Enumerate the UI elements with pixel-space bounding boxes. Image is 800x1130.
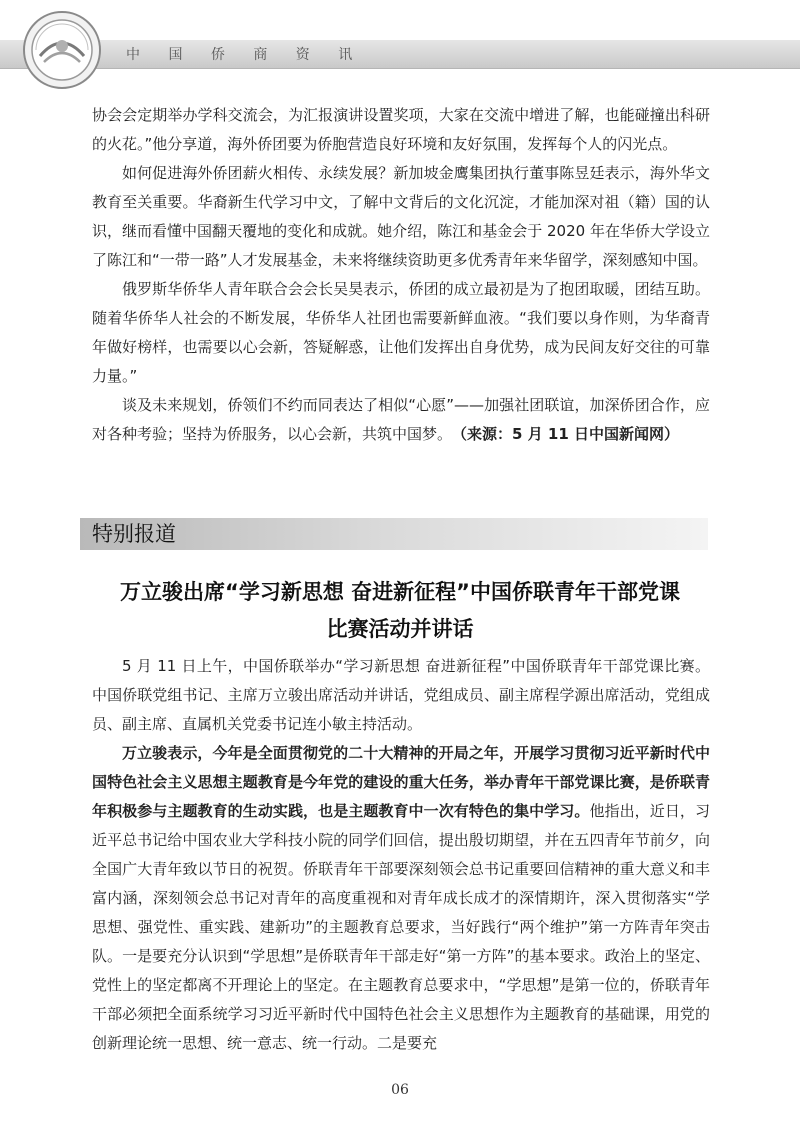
organization-logo xyxy=(22,10,102,90)
header-bar xyxy=(0,40,800,69)
continued-article xyxy=(92,101,710,449)
article-body xyxy=(92,652,710,1058)
paragraph: 俄罗斯华侨华人青年联合会会长吴昊表示，侨团的成立最初是为了抱团取暖，团结互助。随着华侨华人社会的不断发展，华侨华人社团也需要新鲜血液。“我们要以身作则，为华裔青年做好榜样，也需要以心会新，答疑解惑，让他们发挥出自身优势，成为民间友好交往的可靠力量。” xyxy=(92,280,710,385)
article-title-line2: 比赛活动并讲话 xyxy=(326,617,474,641)
source-note: （来源：5 月 11 日中国新闻网） xyxy=(459,425,680,443)
header-title: 中 国 侨 商 资 讯 xyxy=(126,47,365,63)
paragraph-text: 谈及未来规划，侨领们不约而同表达了相似“心愿”——加强社团联谊，加深侨团合作，应对各种考验；坚持为侨服务，以心会新，共筑中国梦。 xyxy=(92,396,710,443)
paragraph xyxy=(92,391,710,449)
page-number: 06 xyxy=(391,1082,409,1098)
section-title: 特别报道 xyxy=(92,522,176,546)
bold-text: 万立骏表示，今年是全面贯彻党的二十大精神的开局之年，开展学习贯彻习近平新时代中国特色社会主义思想主题教育是今年党的建设的重大任务，举办青年干部党课比赛，是侨联青年积极参与主题教育的生动实践，也是主题教育中一次有特色的集中学习。 xyxy=(92,744,710,820)
paragraph-text: 他指出，近日，习近平总书记给中国农业大学科技小院的同学们回信，提出殷切期望，并在五四青年节前夕，向全国广大青年致以节日的祝贺。侨联青年干部要深刻领会总书记重要回信精神的重大意义和丰富内涵，深刻领会总书记对青年的高度重视和对青年成长成才的深情期许，深入贯彻落实“学思想、强党性、重实践、建新功”的主题教育总要求，当好践行“两个维护”第一方阵青年突击队。一是要充分认识到“学思想”是侨联青年干部走好“第一方阵”的基本要求。政治上的坚定、党性上的坚定都离不开理论上的坚定。在主题教育总要求中，“学思想”是第一位的，侨联青年干部必须把全面系统学习习近平新时代中国特色社会主义思想作为主题教育的基础课，用党的创新理论统一思想、统一意志、统一行动。二是要充 xyxy=(92,802,710,1052)
paragraph: 如何促进海外侨团薪火相传、永续发展？新加坡金鹰集团执行董事陈昱廷表示，海外华文教育至关重要。华裔新生代学习中文，了解中文背后的文化沉淀，才能加深对祖（籍）国的认识，继而看懂中国翻天覆地的变化和成就。她介绍，陈江和基金会于 2020 年在华侨大学设立了陈江和“一带一路”人才发展基金，未来将继续资助更多优秀青年来华留学，深刻感知中国。 xyxy=(92,164,710,269)
paragraph xyxy=(92,739,710,1058)
paragraph: 协会会定期举办学科交流会，为汇报演讲设置奖项，大家在交流中增进了解，也能碰撞出科研的火花。”他分享道，海外侨团要为侨胞营造良好环境和友好氛围，发挥每个人的闪光点。 xyxy=(92,106,710,153)
paragraph: 5 月 11 日上午，中国侨联举办“学习新思想 奋进新征程”中国侨联青年干部党课比赛。中国侨联党组书记、主席万立骏出席活动并讲话，党组成员、副主席程学源出席活动，党组成员、副主席、直属机关党委书记连小敏主持活动。 xyxy=(92,657,710,733)
article-title-line1: 万立骏出席“学习新思想 奋进新征程”中国侨联青年干部党课 xyxy=(120,580,680,604)
